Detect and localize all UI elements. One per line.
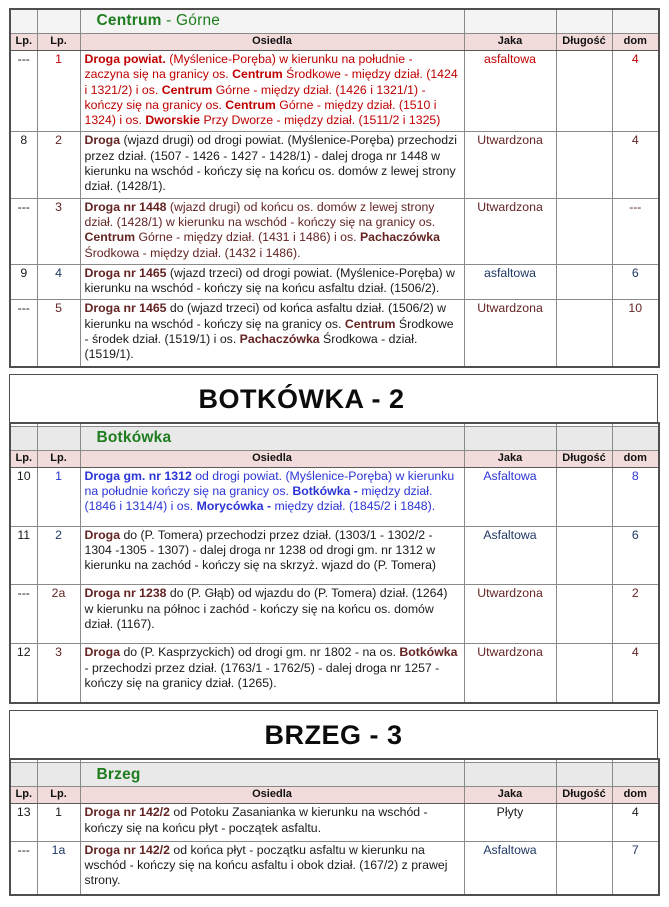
road-name-bold: Morycówka - [196,499,272,514]
cell-dlugosc [556,804,612,842]
col-header-lp1: Lp. [10,787,37,804]
roads-table-brzeg [9,758,660,895]
cell-lp1: --- [10,300,37,367]
road-text: do (P. Głąb) od wjazdu do (P. Tomera) dział. (1264) w kierunku na północ i zachód - kończy się na końcu os. domów dział. (1167). [84,586,448,632]
column-header-row [10,787,659,804]
cell-lp2: 3 [37,198,80,264]
road-text: Środkowe - środek dział. (1519/1) i os. [84,316,454,347]
band-title-botkowka [80,426,464,450]
band-row-botkowka [10,426,659,450]
road-name-bold: Centrum [232,67,283,82]
cell-osiedla [80,51,464,132]
road-name-bold: Centrum [84,230,136,245]
road-name-bold: Centrum [161,82,213,97]
road-text: do (P. Tomera) przechodzi przez dział. (1303/1 - 1302/2 - 1304 -1305 - 1307) - dalej droga nr 1238 od drogi gm. nr 1312 w kierunku na zachód - kończy się na skrzyż. wjazd do (P. Tomera) [84,527,437,573]
road-text: (Myślenice-Poręba) w kierunku na południe - zaczyna się na granicy os. [84,52,413,82]
band-cell [612,763,659,787]
road-name-bold: Dworskie [145,113,201,128]
col-header-dom: dom [612,450,659,467]
col-header-lp1: Lp. [10,34,37,51]
cell-lp1: 12 [10,644,37,703]
cell-osiedla [80,841,464,894]
cell-dlugosc [556,526,612,585]
table-row [10,841,659,894]
cell-dlugosc [556,264,612,300]
band-row-brzeg [10,763,659,787]
cell-jaka: Utwardzona [464,644,556,703]
band-cell [464,426,556,450]
col-header-dlugosc: Długość [556,787,612,804]
road-name-bold: Droga nr 1238 [84,586,167,601]
cell-lp1: 10 [10,467,37,526]
road-text: Środkowe - między dział. (1424 i 1321/2) i os. [84,67,458,97]
road-text: między dział. (1845/2 i 1848). [271,499,436,514]
road-name-bold: Droga gm. nr 1312 [84,468,192,483]
band-title-segment: Centrum [96,12,162,30]
road-name-bold: Droga [84,527,121,542]
road-name-bold: Droga nr 1465 [84,301,167,316]
band-title-brzeg [80,763,464,787]
cell-dom: --- [612,198,659,264]
road-name-bold: Droga [84,133,121,148]
cell-osiedla [80,526,464,585]
cell-jaka: Asfaltowa [464,526,556,585]
col-header-lp1: Lp. [10,450,37,467]
cell-lp1: 8 [10,132,37,198]
table-row [10,51,659,132]
road-text: między dział. (1846 i 1314/4) i os. [84,483,433,514]
cell-jaka: Utwardzona [464,132,556,198]
cell-dom: 4 [612,804,659,842]
band-cell [612,9,659,34]
band-title-segment: - Górne [161,12,221,30]
cell-dom: 6 [612,264,659,300]
cell-lp2: 3 [37,644,80,703]
col-header-jaka: Jaka [464,450,556,467]
band-cell [464,9,556,34]
road-text: Środkowa - między dział. (1432 i 1486). [84,245,301,260]
cell-dlugosc [556,132,612,198]
band-cell [10,763,37,787]
band-cell [464,763,556,787]
cell-jaka: Płyty [464,804,556,842]
table-row [10,526,659,585]
table-row [10,585,659,644]
col-header-lp2: Lp. [37,787,80,804]
cell-dom: 7 [612,841,659,894]
cell-dom: 4 [612,644,659,703]
cell-lp2: 1 [37,467,80,526]
cell-lp2: 2a [37,585,80,644]
col-header-dlugosc: Długość [556,34,612,51]
table-row [10,132,659,198]
band-cell [37,9,80,34]
band-title-segment: Botkówka [96,428,172,446]
cell-lp2: 1 [37,51,80,132]
section-heading-botkowka: BOTKÓWKA - 2 [9,374,658,422]
cell-dom: 4 [612,51,659,132]
road-text: od Potoku Zasanianka w kierunku na wschód - kończy się na końcu płyt - początek asfaltu. [84,805,428,835]
road-name-bold: Pachaczówka [239,332,320,347]
col-header-dlugosc: Długość [556,450,612,467]
table-body [10,759,659,894]
cell-dlugosc [556,644,612,703]
road-text: Przy Dworze - między dział. (1511/2 i 1325) [200,113,441,128]
cell-dlugosc [556,198,612,264]
cell-dlugosc [556,841,612,894]
col-header-osiedla: Osiedla [80,787,464,804]
col-header-osiedla: Osiedla [80,450,464,467]
table-row [10,198,659,264]
cell-jaka: Asfaltowa [464,841,556,894]
road-name-bold: Centrum [225,97,276,112]
road-text: Górne - między dział. (1426 i 1321/1) - kończy się na granicy os. [84,82,426,112]
document-root [9,8,658,896]
col-header-jaka: Jaka [464,34,556,51]
cell-lp2: 1a [37,841,80,894]
cell-osiedla [80,585,464,644]
cell-dom: 8 [612,467,659,526]
road-name-bold: Botkówka [399,645,458,660]
cell-osiedla [80,132,464,198]
road-name-bold: Droga nr 1465 [84,265,167,280]
cell-dlugosc [556,585,612,644]
column-header-row [10,34,659,51]
col-header-lp2: Lp. [37,450,80,467]
road-text: od drogi powiat. (Myślenice-Poręba) w kierunku na południe kończy się na granicy os. [84,468,455,498]
band-cell [10,426,37,450]
road-text: Górne - między dział. (1510 i 1324) i os. [84,97,437,128]
road-text: Środkowa - dział. (1519/1). [84,332,418,362]
road-name-bold: Botkówka - [292,483,358,498]
road-name-bold: Droga nr 1448 [84,199,167,214]
col-header-lp2: Lp. [37,34,80,51]
column-header-row [10,450,659,467]
cell-lp1: 9 [10,264,37,300]
cell-lp2: 2 [37,132,80,198]
road-text: - przechodzi przez dział. (1763/1 - 1762/5) - dalej droga nr 1257 - kończy się na granicy dział. (1265). [84,660,440,690]
band-cell [556,9,612,34]
road-text: (wjazd trzeci) od drogi powiat. (Myślenice-Poręba) w kierunku na wschód - kończy się na końcu asfaltu dział. (1506/2). [84,265,455,296]
section-heading-brzeg: BRZEG - 3 [9,710,658,758]
band-title-segment: Brzeg [96,765,141,783]
cell-dlugosc [556,300,612,367]
cell-jaka: asfaltowa [464,51,556,132]
cell-dom: 4 [612,132,659,198]
cell-lp2: 1 [37,804,80,842]
band-cell [612,426,659,450]
cell-jaka: Utwardzona [464,198,556,264]
road-text: (wjazd drugi) od końcu os. domów z lewej strony dział. (1428/1) w kierunku na wschód - kończy się na granicy os. [84,199,436,229]
cell-lp1: --- [10,841,37,894]
table-row [10,300,659,367]
table-row [10,467,659,526]
table-body [10,9,659,367]
cell-osiedla [80,300,464,367]
cell-lp2: 4 [37,264,80,300]
cell-dlugosc [556,467,612,526]
cell-jaka: Utwardzona [464,300,556,367]
cell-osiedla [80,804,464,842]
table-row [10,644,659,703]
road-name-bold: Pachaczówka [359,230,440,245]
cell-osiedla [80,198,464,264]
band-cell [37,426,80,450]
band-cell [556,763,612,787]
cell-lp1: 11 [10,526,37,585]
cell-jaka: Asfaltowa [464,467,556,526]
col-header-osiedla: Osiedla [80,34,464,51]
band-cell [556,426,612,450]
band-cell [37,763,80,787]
cell-lp1: --- [10,198,37,264]
road-text: (wjazd drugi) od drogi powiat. (Myślenice-Poręba) przechodzi przez dział. (1507 - 1426 - 1427 - 1428/1) - dalej droga nr 1448 w kierunku na wschód - kończy się na końcu os. domów z lewej strony dział. (1428/1). [84,133,457,194]
road-name-bold: Droga [84,645,121,660]
col-header-dom: dom [612,34,659,51]
road-name-bold: Droga nr 142/2 [84,842,170,857]
cell-lp1: --- [10,585,37,644]
band-cell [10,9,37,34]
table-body [10,423,659,704]
road-name-bold: Droga powiat. [84,52,166,66]
road-text: do (wjazd trzeci) od końca asfaltu dział. (1506/2) w kierunku na wschód - kończy się na granicy os. [84,301,447,331]
cell-lp2: 2 [37,526,80,585]
cell-dlugosc [556,51,612,132]
table-row [10,804,659,842]
cell-lp1: --- [10,51,37,132]
road-text: Górne - między dział. (1431 i 1486) i os. [135,230,360,245]
cell-dom: 6 [612,526,659,585]
road-text: od końca płyt - początku asfaltu w kierunku na wschód - kończy się na końcu asfaltu i obok dział. (167/2) z prawej strony. [84,842,448,888]
cell-osiedla [80,644,464,703]
cell-osiedla [80,264,464,300]
col-header-dom: dom [612,787,659,804]
roads-table-botkowka [9,422,660,705]
table-row [10,264,659,300]
cell-lp1: 13 [10,804,37,842]
band-title-centrum-gorne [80,9,464,34]
cell-jaka: asfaltowa [464,264,556,300]
cell-jaka: Utwardzona [464,585,556,644]
roads-table-centrum-gorne [9,8,660,368]
cell-dom: 2 [612,585,659,644]
cell-lp2: 5 [37,300,80,367]
cell-osiedla [80,467,464,526]
road-name-bold: Droga nr 142/2 [84,805,170,820]
band-row-centrum-gorne [10,9,659,34]
road-text: do (P. Kasprzyckich) od drogi gm. nr 1802 - na os. [120,645,400,660]
col-header-jaka: Jaka [464,787,556,804]
road-name-bold: Centrum [344,316,396,331]
cell-dom: 10 [612,300,659,367]
